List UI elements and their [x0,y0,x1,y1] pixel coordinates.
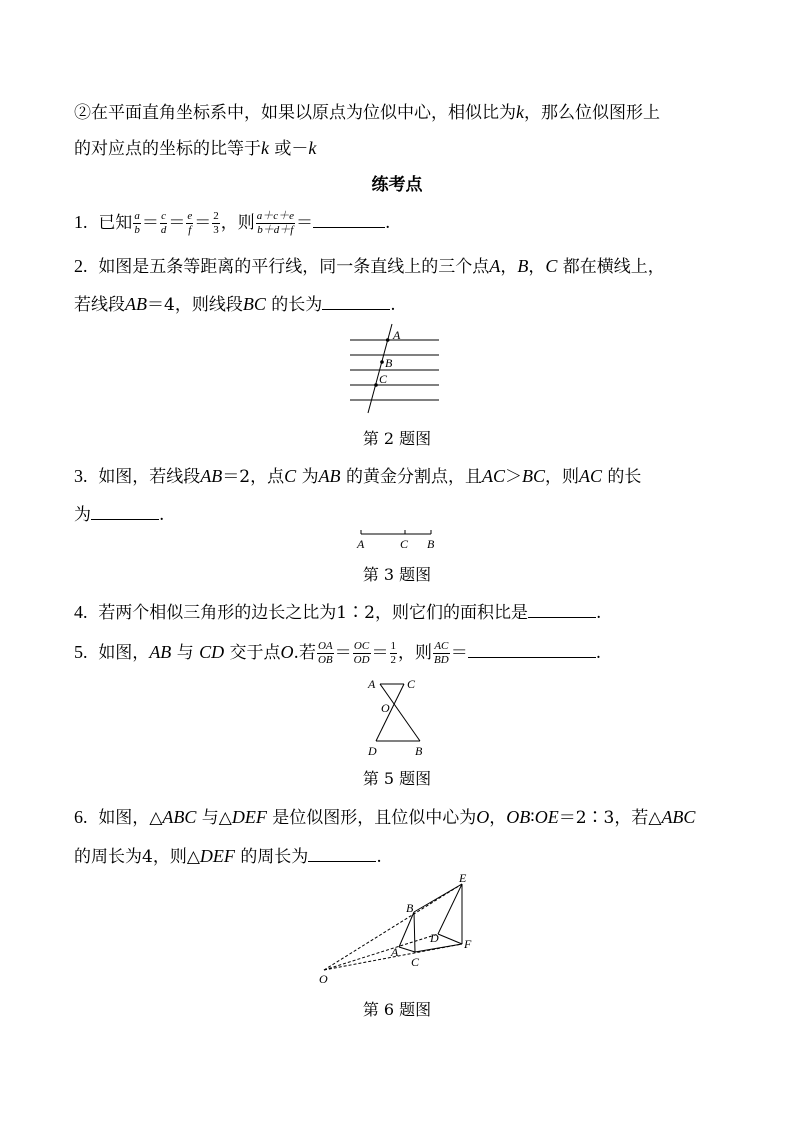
ratio-sign: ∶ [530,808,535,828]
var-B: B [517,256,529,276]
comma: ， [528,257,546,277]
label-B: B [406,901,414,915]
var-BC: BC [242,294,266,314]
fraction-c-d: $\frac{c}{d}$ [160,210,167,236]
label-B: B [415,744,423,758]
triangle-symbol: △ [648,808,662,828]
label-A: A [393,328,401,342]
equals: ＝ [168,213,186,233]
label-A: A [357,537,365,551]
intro-text: 或 [274,139,292,159]
q1-text: 已知 [98,213,133,233]
point-A [386,338,390,342]
comma: ， [500,257,518,277]
label-C: C [411,955,420,969]
label-B: B [427,537,435,551]
figure-5 [362,672,434,760]
q6-text: 的周长为 [240,847,309,867]
question-3-line-1 [74,462,641,487]
question-2-line-2 [74,290,396,315]
caption-figure-6: 第 6 题图 [362,1000,432,1019]
q6-text: ＝2∶3，若 [558,808,649,828]
fraction-OA-OB: $\frac{OA}{OB}$ [317,640,333,666]
answer-blank[interactable] [468,641,596,658]
label-D: D [430,931,439,945]
intro-text: ，那么位似图形上 [524,103,660,123]
intro-line-1 [74,98,660,123]
q5-text: ，则 [398,643,433,663]
q5-text: 交于点 [229,643,281,663]
label-F: F [464,937,472,951]
label-E: E [459,871,467,885]
var-k: k [516,102,524,122]
question-4 [74,598,601,623]
var-O: O [280,642,294,662]
label-D: D [368,744,377,758]
figure-3 [355,526,445,554]
var-ABC: ABC [162,807,197,827]
q2-text: 的长为 [271,295,323,315]
label-C: C [379,372,388,386]
caption-figure-3: 第 3 题图 [362,565,432,584]
q2-text: 都在横线上， [562,257,665,277]
q3-text: 如图，若线段 [98,467,201,487]
intro-line-2 [74,134,316,159]
fraction-e-f: $\frac{e}{f}$ [187,210,193,236]
caption-figure-2: 第 2 题图 [362,429,432,448]
period: . [595,643,602,663]
answer-blank[interactable] [308,845,376,862]
label-C: C [407,677,416,691]
q3-text: ，则 [545,467,579,487]
equals: ＝ [295,213,313,233]
period: . [384,213,391,233]
var-ABC: ABC [661,807,696,827]
var-AB: AB [149,642,172,662]
var-CD: CD [199,642,225,662]
equals: ＝ [141,213,159,233]
var-A: A [489,256,501,276]
section-title: 练考点 [371,175,423,195]
q5-text: 如图， [98,643,150,663]
period: . [390,295,396,315]
side-BC [414,912,415,952]
segment-CF [415,944,462,952]
var-O: O [476,807,490,827]
q3-text: 的长 [607,467,642,487]
answer-blank[interactable] [91,503,159,520]
triangle-symbol: △ [149,808,163,828]
label-B: B [385,356,393,370]
q3-text: 为 [74,505,91,525]
figure-6 [312,870,487,990]
q3-text: ＝2，点 [222,467,285,487]
question-6-line-2 [74,842,382,867]
q6-text: 的周长为4，则 [74,847,187,867]
point-C [374,383,378,387]
side-AC [399,947,415,952]
answer-blank[interactable] [322,293,390,310]
var-OB: OB [506,807,531,827]
question-3-line-2 [74,500,164,525]
label-C: C [400,537,409,551]
label-A: A [391,945,399,959]
period: . [159,505,165,525]
var-AB: AB [125,294,147,314]
comma: ， [489,808,507,828]
label-O: O [319,972,328,986]
q2-text: 如图是五条等距离的平行线，同一条直线上的三个点 [98,257,490,277]
q5-text: .若 [293,643,316,663]
equals: ＝ [450,643,468,663]
greater-than: ＞ [504,467,522,487]
question-1 [74,208,390,236]
question-number: 3. [74,466,88,486]
fraction-OC-OD: $\frac{OC}{OD}$ [353,640,370,666]
q6-text: 是位似图形，且位似中心为 [272,808,477,828]
q1-text: ，则 [220,213,255,233]
question-number: 2. [74,256,88,276]
var-OE: OE [534,807,559,827]
var-BC: BC [521,466,545,486]
question-number: 5. [74,642,88,662]
fraction-AC-BD: $\frac{AC}{BD}$ [434,640,449,666]
q5-text: 与 [176,643,194,663]
var-k: k [261,138,269,158]
var-C: C [284,466,297,486]
var-AC: AC [579,466,603,486]
fraction-2-3: $\frac{2}{3}$ [213,210,219,236]
caption-figure-5: 第 5 题图 [362,769,432,788]
equals: ＝ [194,213,212,233]
side-AB [399,912,414,947]
question-number: 1. [74,212,88,232]
var-AB: AB [318,466,341,486]
point-B [380,360,384,364]
triangle-symbol: △ [186,847,200,867]
answer-blank[interactable] [313,211,385,228]
answer-blank[interactable] [528,601,596,618]
var-k: k [308,138,317,158]
q2-text: ＝4，则线段 [147,295,243,315]
period: . [595,603,602,623]
fraction-a-b: $\frac{a}{b}$ [134,210,140,236]
q6-text: 与 [201,808,219,828]
question-6-line-1 [74,803,695,828]
q2-text: 若线段 [74,295,125,315]
var-AC: AC [481,466,505,486]
label-O: O [381,701,390,715]
q3-text: 的黄金分割点，且 [345,467,482,487]
equals: ＝ [371,643,389,663]
var-AB: AB [200,466,223,486]
var-DEF: DEF [199,846,235,866]
side-DF [438,934,462,944]
question-number: 4. [74,602,88,622]
fraction-1-2: $\frac{1}{2}$ [390,640,397,666]
triangle-symbol: △ [218,808,232,828]
intro-text: 的对应点的坐标的比等于 [74,139,261,159]
figure-2 [345,322,445,414]
var-C: C [545,256,558,276]
var-DEF: DEF [231,807,267,827]
q6-text: 如图， [98,808,150,828]
q3-text: 为 [301,467,319,487]
q4-text: 若两个相似三角形的边长之比为1∶2，则它们的面积比是 [98,603,528,623]
fraction-sum: $\frac{a+c+e}{b+d+f}$ [256,210,294,236]
ray-OD [324,934,438,970]
question-number: 6. [74,807,88,827]
question-2-line-1 [74,252,665,277]
equals: ＝ [334,643,352,663]
period: . [376,847,382,867]
minus-sign: － [291,139,309,159]
intro-text: ②在平面直角坐标系中，如果以原点为位似中心，相似比为 [74,103,516,123]
question-5 [74,638,601,666]
label-A: A [368,677,376,691]
